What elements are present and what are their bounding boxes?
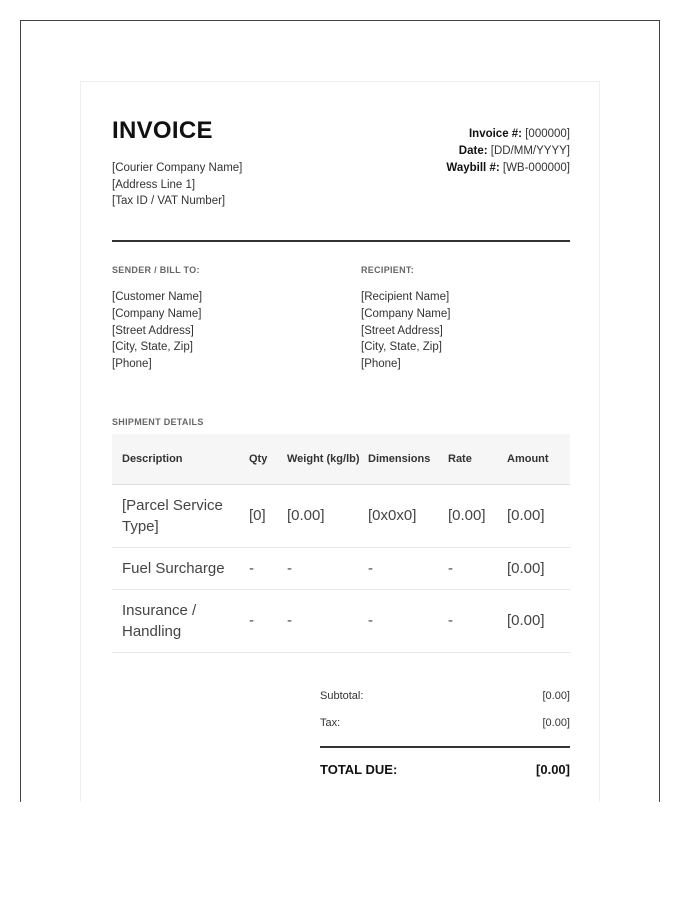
- totals-divider: [320, 746, 570, 748]
- cell-dimensions: [0x0x0]: [368, 484, 448, 547]
- recipient-line: [Phone]: [361, 358, 401, 371]
- cell-rate: [0.00]: [448, 484, 507, 547]
- company-name: [Courier Company Name]: [112, 162, 243, 174]
- cell-weight: -: [287, 547, 368, 589]
- col-header-dimensions: Dimensions: [368, 434, 448, 484]
- waybill-number: [446, 160, 570, 177]
- sender-line: [Phone]: [112, 358, 152, 371]
- recipient-address: [361, 289, 450, 373]
- recipient-line: [Company Name]: [361, 307, 451, 320]
- cell-qty: -: [249, 547, 287, 589]
- invoice-date: [446, 143, 570, 160]
- shipment-table: [112, 434, 570, 653]
- tax-label: Tax:: [320, 717, 341, 729]
- cell-dimensions: -: [368, 547, 448, 589]
- company-info: [112, 160, 242, 210]
- invoice-title: INVOICE: [112, 117, 213, 144]
- total-due-value: [0.00]: [536, 762, 570, 777]
- subtotal-row: [320, 690, 570, 702]
- cell-qty: -: [249, 589, 287, 652]
- cell-description: Insurance / Handling: [112, 589, 249, 652]
- sender-line: [City, State, Zip]: [112, 341, 193, 354]
- sender-line: [Street Address]: [112, 324, 194, 337]
- header-divider: [112, 240, 570, 242]
- cell-amount: [0.00]: [507, 589, 570, 652]
- cell-description: [Parcel Service Type]: [112, 484, 249, 547]
- cell-weight: [0.00]: [287, 484, 368, 547]
- cell-amount: [0.00]: [507, 484, 570, 547]
- sender-label: SENDER / BILL TO:: [112, 265, 200, 275]
- subtotal-label: Subtotal:: [320, 690, 364, 702]
- company-address: [Address Line 1]: [112, 178, 196, 191]
- cell-description: Fuel Surcharge: [112, 547, 249, 589]
- subtotal-value: [0.00]: [542, 690, 570, 702]
- cell-rate: -: [448, 589, 507, 652]
- waybill-value: [WB-000000]: [502, 162, 570, 174]
- recipient-line: [Street Address]: [361, 324, 443, 337]
- col-header-weight: Weight (kg/lb): [287, 434, 368, 484]
- table-row: [112, 547, 570, 589]
- table-row: [112, 589, 570, 652]
- cell-weight: -: [287, 589, 368, 652]
- recipient-label: RECIPIENT:: [361, 265, 415, 275]
- cell-qty: [0]: [249, 484, 287, 547]
- cell-amount: [0.00]: [507, 547, 570, 589]
- total-due-label: TOTAL DUE:: [320, 762, 398, 777]
- invoice-date-label: Date:: [458, 145, 488, 157]
- sender-line: [Customer Name]: [112, 291, 203, 303]
- invoice-number-label: Invoice #:: [468, 128, 523, 140]
- invoice-number-value: [000000]: [525, 128, 570, 140]
- col-header-description: Description: [112, 434, 249, 484]
- recipient-line: [Recipient Name]: [361, 291, 450, 303]
- shipment-details-label: SHIPMENT DETAILS: [112, 417, 204, 427]
- sender-line: [Company Name]: [112, 307, 202, 320]
- table-header-row: [112, 434, 570, 484]
- company-tax-id: [Tax ID / VAT Number]: [112, 195, 226, 207]
- col-header-amount: Amount: [507, 434, 570, 484]
- tax-value: [0.00]: [542, 717, 570, 729]
- total-due-row: [320, 762, 570, 777]
- tax-row: [320, 717, 570, 729]
- waybill-label: Waybill #:: [446, 162, 500, 174]
- cell-rate: -: [448, 547, 507, 589]
- sender-address: [112, 289, 202, 373]
- invoice-meta: [446, 126, 570, 177]
- table-row: [112, 484, 570, 547]
- cell-dimensions: -: [368, 589, 448, 652]
- col-header-rate: Rate: [448, 434, 507, 484]
- invoice-number: [446, 126, 570, 143]
- invoice-sheet: [80, 81, 600, 802]
- recipient-line: [City, State, Zip]: [361, 341, 442, 354]
- invoice-date-value: [DD/MM/YYYY]: [490, 145, 570, 157]
- col-header-qty: Qty: [249, 434, 287, 484]
